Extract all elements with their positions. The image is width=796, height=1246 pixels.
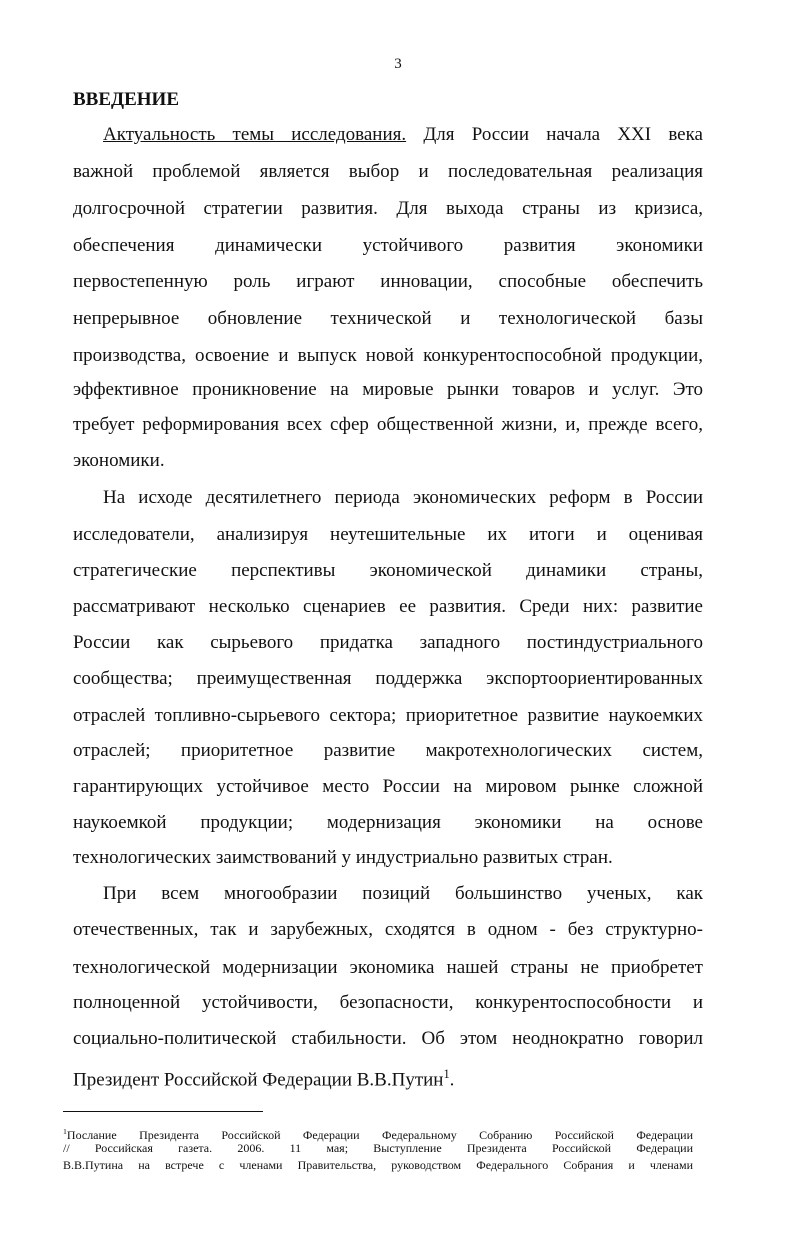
paragraph-line: гарантирующих устойчивое место России на мировом рынке сложной: [73, 776, 703, 797]
footnote-divider: [63, 1111, 263, 1112]
paragraph-line: технологической модернизации экономика нашей страны не приобретет: [73, 957, 703, 978]
paragraph-line: России как сырьевого придатка западного постиндустриального: [73, 632, 703, 653]
paragraph-line: производства, освоение и выпуск новой конкурентоспособной продукции,: [73, 345, 703, 366]
paragraph-line: эффективное проникновение на мировые рынки товаров и услуг. Это: [73, 379, 703, 400]
paragraph-line: первостепенную роль играют инновации, способные обеспечить: [73, 271, 703, 292]
paragraph-line: наукоемкой продукции; модернизация экономики на основе: [73, 812, 703, 833]
paragraph-line: полноценной устойчивости, безопасности, конкурентоспособности и: [73, 992, 703, 1013]
footnote-reference[interactable]: 1: [443, 1067, 450, 1081]
section-title: ВВЕДЕНИЕ: [73, 89, 179, 110]
paragraph-line: На исходе десятилетнего периода экономических реформ в России: [103, 487, 703, 508]
page-number: 3: [394, 56, 402, 72]
paragraph-line: важной проблемой является выбор и последовательная реализация: [73, 161, 703, 182]
paragraph-line: обеспечения динамически устойчивого развития экономики: [73, 235, 703, 256]
paragraph-line: стратегические перспективы экономической динамики страны,: [73, 560, 703, 581]
paragraph-line: социально-политической стабильности. Об этом неоднократно говорил: [73, 1028, 703, 1049]
paragraph-line: отечественных, так и зарубежных, сходятся в одном - без структурно-: [73, 919, 703, 940]
paragraph-line: рассматривают несколько сценариев ее развития. Среди них: развитие: [73, 596, 703, 617]
footnote-number: 1: [63, 1127, 67, 1136]
paragraph-line: [73, 1063, 703, 1091]
footnote-line: // Российская газета. 2006. 11 мая; Выступление Президента Российской Федерации: [63, 1141, 693, 1155]
paragraph-line: Актуальность темы исследования. Для России начала XXI века: [103, 124, 703, 145]
paragraph-line: долгосрочной стратегии развития. Для выхода страны из кризиса,: [73, 198, 703, 219]
paragraph-line: отраслей топливно-сырьевого сектора; приоритетное развитие наукоемких: [73, 705, 703, 726]
underlined-heading: Актуальность темы исследования.: [103, 124, 407, 145]
footnote-line: В.В.Путина на встрече с членами Правительства, руководством Федерального Собрания и членами: [63, 1158, 693, 1172]
paragraph-line: требует реформирования всех сфер общественной жизни, и, прежде всего,: [73, 414, 703, 435]
paragraph-line: отраслей; приоритетное развитие макротехнологических систем,: [73, 740, 703, 761]
footnote-text: Послание Президента Российской Федерации Федеральному Собранию Российской Федерации: [66, 1128, 693, 1142]
paragraph-line: исследователи, анализируя неутешительные их итоги и оценивая: [73, 524, 703, 545]
line-text: .: [449, 1069, 455, 1091]
paragraph-line: экономики.: [73, 450, 165, 471]
paragraph-line: сообщества; преимущественная поддержка экспортоориентированных: [73, 668, 703, 689]
paragraph-line: непрерывное обновление технической и технологической базы: [73, 308, 703, 329]
line-text: Президент Российской Федерации В.В.Путин: [73, 1069, 444, 1091]
paragraph-line: технологических заимствований у индустриально развитых стран.: [73, 847, 613, 868]
paragraph-line: При всем многообразии позиций большинство ученых, как: [103, 883, 703, 904]
